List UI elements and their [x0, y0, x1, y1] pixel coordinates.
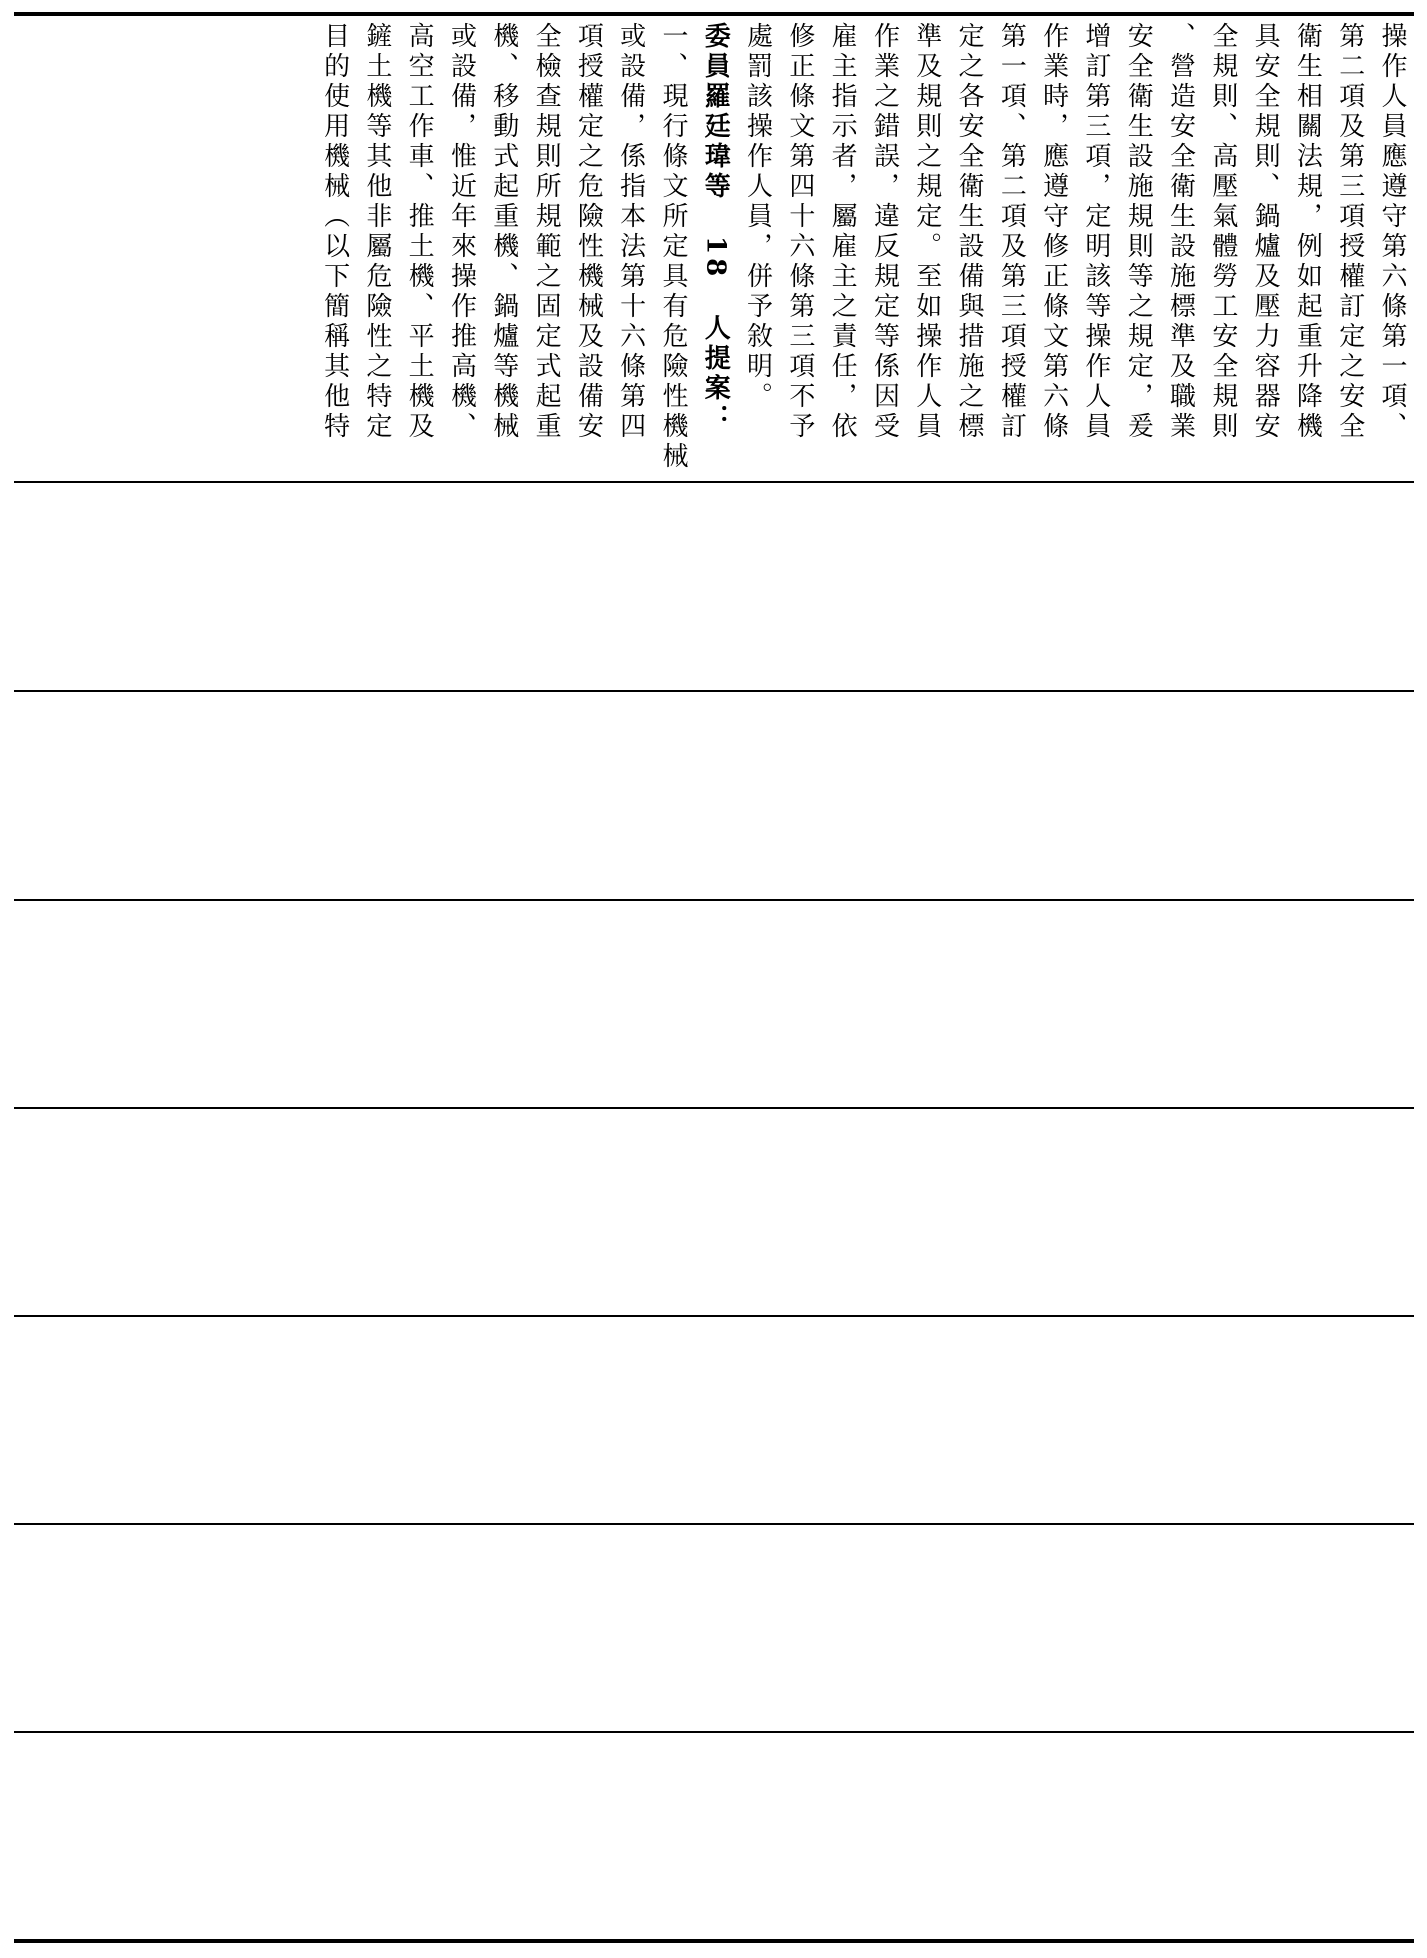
text-column: 目的使用機械（以下簡稱其他特: [319, 22, 350, 442]
proposal-heading-count: 18: [700, 236, 731, 281]
proposal-heading: [694, 22, 736, 482]
text-column: 或設備，係指本法第十六條第四: [615, 22, 646, 442]
text-column: 定之各安全衛生設備與措施之標: [954, 22, 985, 442]
proposal-heading-suffix: 人提案：: [700, 314, 731, 435]
text-column: 第二項及第三項授權訂定之安全: [1334, 22, 1365, 442]
text-column: 或設備，惟近年來操作推高機、: [446, 22, 477, 442]
text-column: 安全衛生設施規則等之規定，爰: [1123, 22, 1154, 442]
text-column: 作業之錯誤，違反規定等係因受: [869, 22, 900, 442]
vertical-text-block: [13, 22, 1413, 482]
empty-table-row: [14, 1109, 1414, 1315]
text-column: 全檢查規則所規範之固定式起重: [531, 22, 562, 442]
text-column: 、營造安全衛生設施標準及職業: [1165, 22, 1196, 442]
empty-table-row: [14, 1733, 1414, 1938]
text-column: 操作人員應遵守第六條第一項、: [1377, 22, 1407, 442]
empty-table-row: [14, 1317, 1414, 1523]
proposal-heading-prefix: 委員羅廷瑋等: [700, 22, 731, 202]
text-column: 鏟土機等其他非屬危險性之特定: [361, 22, 392, 442]
empty-table-row: [14, 692, 1414, 899]
text-column: 作業時，應遵守修正條文第六條: [1038, 22, 1069, 442]
text-column: 增訂第三項，定明該等操作人員: [1080, 22, 1111, 442]
bottom-border-line: [14, 1939, 1414, 1943]
text-column: 全規則、高壓氣體勞工安全規則: [1207, 22, 1238, 442]
text-column: 項授權定之危險性機械及設備安: [573, 22, 604, 442]
text-column: 修正條文第四十六條第三項不予: [784, 22, 815, 442]
text-column: 準及規則之規定。至如操作人員: [911, 22, 942, 442]
empty-table-row: [14, 483, 1414, 690]
text-column: 雇主指示者，屬雇主之責任，依: [827, 22, 858, 442]
top-border-line: [14, 12, 1414, 16]
empty-table-row: [14, 1525, 1414, 1731]
text-column: 衛生相關法規，例如起重升降機: [1292, 22, 1323, 442]
text-column: 高空工作車、推土機、平土機及: [404, 22, 435, 442]
text-column: 處罰該操作人員，併予敘明。: [742, 22, 773, 412]
text-column: 機、移動式起重機、鍋爐等機械: [488, 22, 519, 442]
text-column: 一、現行條文所定具有危險性機械: [657, 22, 688, 472]
empty-table-row: [14, 901, 1414, 1108]
text-column: 第一項、第二項及第三項授權訂: [996, 22, 1027, 442]
text-column: 具安全規則、鍋爐及壓力容器安: [1250, 22, 1281, 442]
